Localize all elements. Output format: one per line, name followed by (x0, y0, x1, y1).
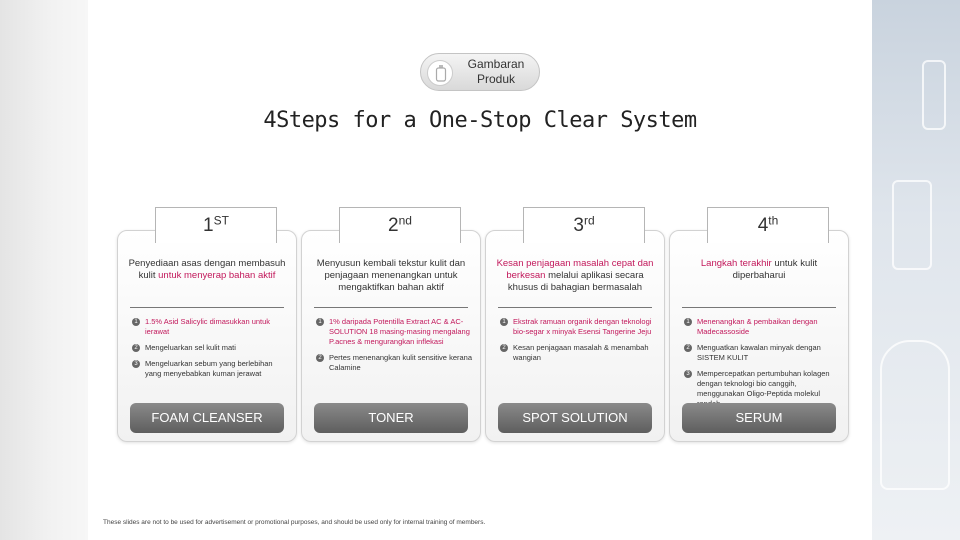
bottle-icon (427, 60, 453, 86)
product-toner: TONER (314, 403, 468, 433)
step-1-tab (155, 207, 277, 243)
footer-disclaimer: These slides are not to be used for advertisement or promotional purposes, and should be used only for internal training of members. (103, 519, 486, 526)
step-2-bullet-1 (316, 317, 472, 347)
bullet-number-icon: 2 (316, 354, 324, 362)
step-3-divider (498, 307, 652, 308)
step-3-bullet-2 (500, 343, 656, 363)
step-1-suffix: ST (213, 213, 229, 228)
product-foam-cleanser: FOAM CLEANSER (130, 403, 284, 433)
step-1-headline (126, 258, 288, 282)
bullet-text: Menguatkan kawalan minyak dengan SISTEM KULIT (697, 343, 821, 362)
badge-label (455, 57, 537, 87)
step-2-headline: Menyusun kembali tekstur kulit dan penjagaan menenangkan untuk mengaktifkan bahan aktif (316, 258, 466, 293)
bullet-text: Menenangkan & pembaikan dengan Madecassoside (697, 317, 818, 336)
step-1-bullet-2 (132, 343, 288, 353)
step-4-bullets (684, 317, 840, 415)
bullet-number-icon: 3 (132, 360, 140, 368)
bullet-number-icon: 3 (684, 370, 692, 378)
bullet-number-icon: 1 (132, 318, 140, 326)
step-4-tab (707, 207, 829, 243)
step-3-headline-main: melalui aplikasi secara khusus di bahagian bermasalah (507, 270, 644, 293)
step-1-headline-main: Penyediaan asas dengan membasuh kulit (128, 258, 286, 281)
bullet-text: Mengeluarkan sebum yang berlebihan yang menyebabkan kuman jerawat (145, 359, 273, 378)
step-2-bullet-2 (316, 353, 472, 373)
step-1-bullets (132, 317, 288, 385)
step-4-headline (678, 258, 840, 282)
step-3-suffix: rd (583, 213, 595, 228)
bullet-number-icon: 2 (132, 344, 140, 352)
bullet-number-icon: 2 (684, 344, 692, 352)
bullet-text: 1.5% Asid Salicylic dimasukkan untuk ierawat (145, 317, 271, 336)
bullet-text: Mengeluarkan sel kulit mati (145, 343, 236, 352)
bullet-text: Ekstrak ramuan organik dengan teknologi bio-segar x minyak Esensi Tangerine Jeju (513, 317, 652, 336)
step-1-card (117, 230, 297, 442)
step-4-card (669, 230, 849, 442)
step-4-bullet-1 (684, 317, 840, 337)
left-background-panel (0, 0, 88, 540)
step-3-bullets (500, 317, 656, 369)
step-1-bullet-1 (132, 317, 288, 337)
step-4-bullet-2 (684, 343, 840, 363)
step-3-number: 3 (573, 215, 584, 236)
bullet-number-icon: 1 (500, 318, 508, 326)
step-1-number: 1 (203, 215, 214, 236)
step-4-headline-main: untuk kulit diperbaharui (732, 258, 818, 281)
step-4-number: 4 (757, 215, 769, 236)
step-1-headline-highlight: untuk menyerap bahan aktif (158, 270, 276, 281)
step-4-divider (682, 307, 836, 308)
bullet-number-icon: 1 (684, 318, 692, 326)
step-3-headline-highlight: Kesan penjagaan masalah cepat dan berkesan (496, 258, 654, 281)
badge-line-1: Gambaran (467, 57, 525, 71)
product-spot-solution: SPOT SOLUTION (498, 403, 652, 433)
product-serum: SERUM (682, 403, 836, 433)
step-2-bullets (316, 317, 472, 379)
bullet-text: Mempercepatkan pertumbuhan kolagen dengan teknologi bio canggih, menggunakan Oligo-Peptida molekul (697, 369, 830, 398)
step-4-headline-highlight: Langkah terakhir (700, 258, 775, 269)
bullet-number-icon: 1 (316, 318, 324, 326)
step-3-card (485, 230, 665, 442)
step-2-tab (339, 207, 461, 243)
step-4-suffix: th (768, 213, 779, 228)
step-2-suffix: nd (398, 213, 412, 228)
page-title: 4Steps for a One-Stop Clear System (263, 108, 697, 133)
badge-line-2: Produk (476, 72, 516, 86)
step-2-number: 2 (388, 215, 399, 236)
step-3-tab (523, 207, 645, 243)
bullet-text: Pertes menenangkan kulit sensitive kerana Calamine (329, 353, 472, 372)
product-overview-badge (420, 53, 540, 91)
step-2-divider (314, 307, 468, 308)
right-background-lab-glass (872, 0, 960, 540)
bullet-text: 1% daripada Potentilla Extract AC & AC-SOLUTION 18 masing-masing mengalang P.acnes & mengurangkan inflekasi (329, 317, 470, 346)
step-2-card (301, 230, 481, 442)
bullet-number-icon: 2 (500, 344, 508, 352)
bullet-text: Kesan penjagaan masalah & menambah wangian (513, 343, 649, 362)
step-3-headline (494, 258, 656, 294)
step-1-divider (130, 307, 284, 308)
step-3-bullet-1 (500, 317, 656, 337)
step-1-bullet-3 (132, 359, 288, 379)
